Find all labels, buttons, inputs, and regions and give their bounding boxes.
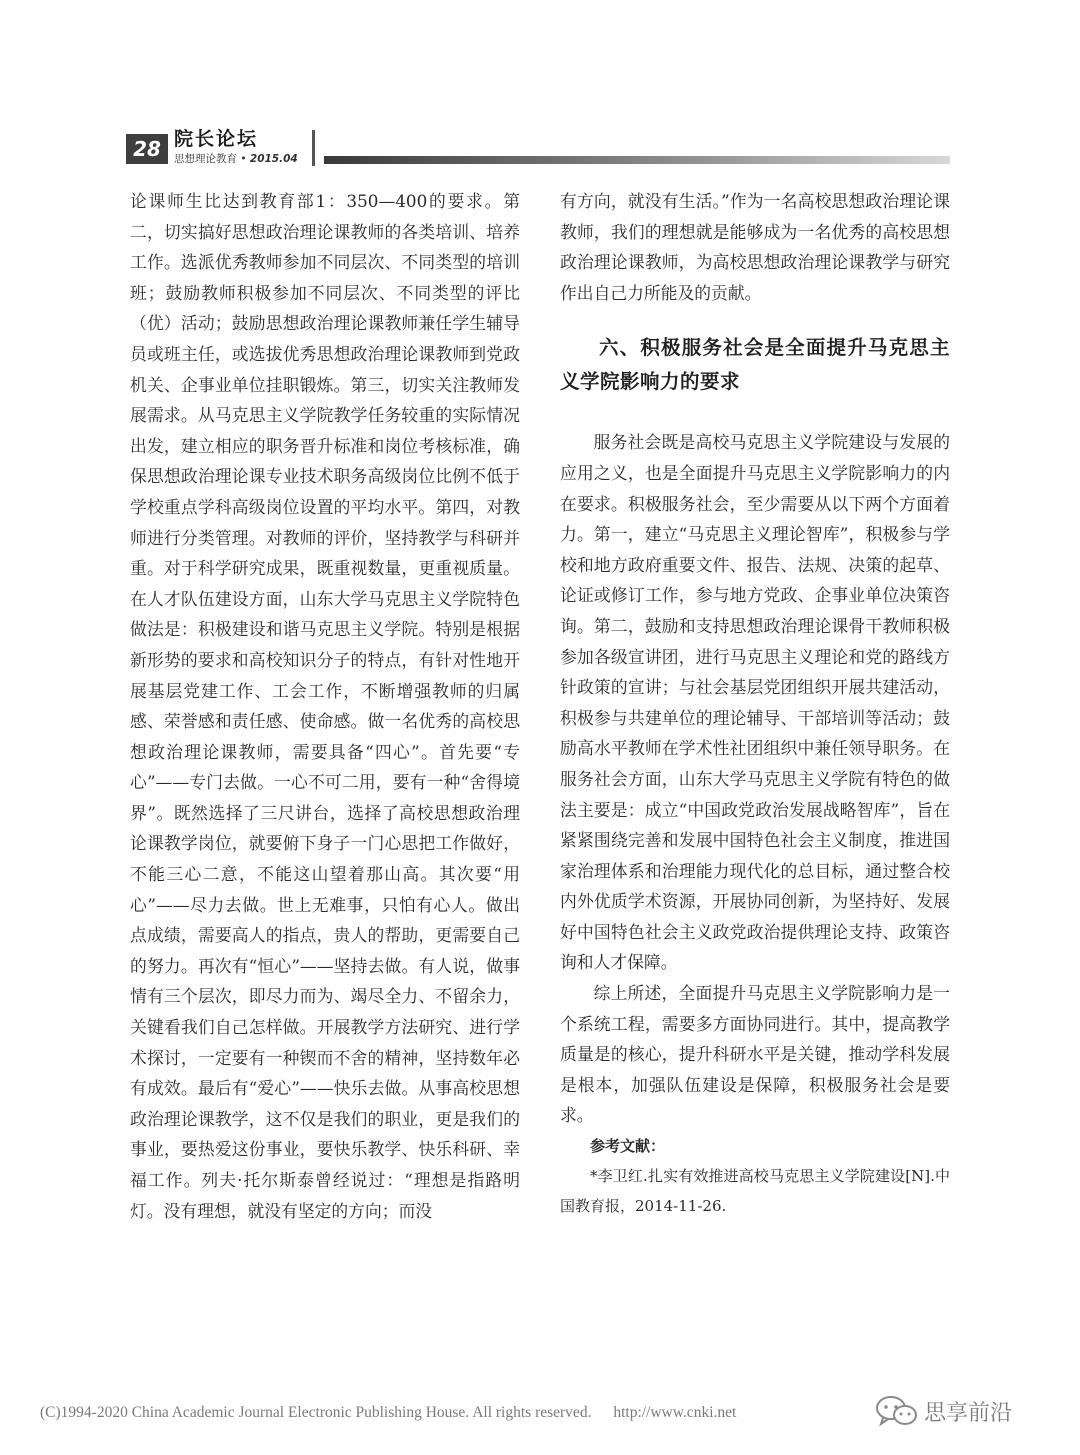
- reference-item: *李卫红.扎实有效推进高校马克思主义学院建设[N].中国教育报，2014-11-26.: [560, 1167, 950, 1216]
- cnki-link[interactable]: http://www.cnki.net: [613, 1404, 737, 1421]
- body-paragraph: 综上所述，全面提升马克思主义学院影响力是一个系统工程，需要多方面协同进行。其中，提高教学质量是的核心，提升科研水平是关键，推动学科发展是根本，加强队伍建设是保障，积极服务社会是要求。: [560, 983, 950, 1126]
- left-column: [130, 186, 520, 1226]
- journal-info: [174, 152, 298, 166]
- journal-name: 思想理论教育: [174, 153, 237, 165]
- watermark: [874, 1395, 1012, 1427]
- copyright-text: (C)1994-2020 China Academic Journal Electronic Publishing House. All rights reserved.: [40, 1404, 592, 1421]
- page-number: 28: [126, 134, 168, 164]
- body-paragraph: 论课师生比达到教育部1：350—400的要求。第二，切实搞好思想政治理论课教师的各类培训、培养工作。选派优秀教师参加不同层次、不同类型的培训班；鼓励教师积极参加不同层次、不同类型的评比（优）活动；鼓励思想政治理论课教师兼任学生辅导员或班主任，或选拔优秀思想政治理论课教师到党政机关、企事业单位挂职锻炼。第三，切实关注教师发展需求。从马克思主义学院教学任务较重的实际情况出发，建立相应的职务晋升标准和岗位考核标准，确保思想政治理论课专业技术职务高级岗位比例不低于学校重点学科高级岗位设置的平均水平。第四，对教师进行分类管理。对教师的评价，坚持教学与科研并重。对于科学研究成果，既重视数量，更重视质量。在人才队伍建设方面，山东大学马克思主义学院特色做法是：积极建设和谐马克思主义学院。特别是根据新形势的要求和高校知识分子的特点，有针对性地开展基层党建工作、工会工作，不断增强教师的归属感、荣誉感和责任感、使命感。做一名优秀的高校思想政治理论课教师，需要具备“四心”。首先要“专心”——专门去做。一心不可二用，要有一种“舍得境界”。既然选择了三尺讲台，选择了高校思想政治理论课教学岗位，就要俯下身子一门心思把工作做好，不能三心二意，不能这山望着那山高。其次要“用心”——尽力去做。世上无难事，只怕有心人。做出点成绩，需要高人的指点，贵人的帮助，更需要自己的努力。再次有“恒心”——坚持去做。有人说，做事情有三个层次，即尽力而为、竭尽全力、不留余力，关键看我们自己怎样做。开展教学方法研究、进行学术探讨，一定要有一种锲而不舍的精神，坚持数年必有成效。最后有“爱心”——快乐去做。从事高校思想政治理论课教学，这不仅是我们的职业，更是我们的事业，要热爱这份事业，要快乐教学、快乐科研、幸福工作。列夫·托尔斯泰曾经说过：“理想是指路明灯。没有理想，就没有坚定的方向；而没: [130, 191, 520, 1221]
- wechat-icon: [874, 1395, 918, 1427]
- section-title: 院长论坛: [174, 128, 259, 150]
- issue-date: 2015.04: [249, 153, 298, 165]
- watermark-text: 思享前沿: [924, 1400, 1013, 1426]
- body-paragraph: 有方向，就没有生活。”作为一名高校思想政治理论课教师，我们的理想就是能够成为一名优秀的高校思想政治理论课教师，为高校思想政治理论课教学与研究作出自己力所能及的贡献。: [560, 191, 950, 303]
- page-header: [126, 126, 950, 168]
- body-paragraph: 服务社会既是高校马克思主义学院建设与发展的应用之义，也是全面提升马克思主义学院影响力的内在要求。积极服务社会，至少需要从以下两个方面着力。第一，建立“马克思主义理论智库”，积极参与学校和地方政府重要文件、报告、法规、决策的起草、论证或修订工作，参与地方党政、企事业单位决策咨询。第二，鼓励和支持思想政治理论课骨干教师积极参加各级宣讲团，进行马克思主义理论和党的路线方针政策的宣讲；与社会基层党团组织开展共建活动，积极参与共建单位的理论辅导、干部培训等活动；鼓励高水平教师在学术性社团组织中兼任领导职务。在服务社会方面，山东大学马克思主义学院有特色的做法主要是：成立“中国政党政治发展战略智库”，旨在紧紧围绕完善和发展中国特色社会主义制度，推进国家治理体系和治理能力现代化的总目标，通过整合校内外优质学术资源，开展协同创新，为坚持好、发展好中国特色社会主义政党政治提供理论支持、政策咨询和人才保障。: [560, 432, 950, 973]
- right-column: [560, 186, 950, 1221]
- header-divider: [312, 130, 315, 166]
- header-gradient-bar: [324, 156, 950, 164]
- copyright-footer: [40, 1404, 736, 1422]
- section-heading: 六、积极服务社会是全面提升马克思主义学院影响力的要求: [560, 336, 950, 394]
- journal-separator: •: [240, 153, 247, 165]
- references-title: 参考文献：: [590, 1137, 666, 1156]
